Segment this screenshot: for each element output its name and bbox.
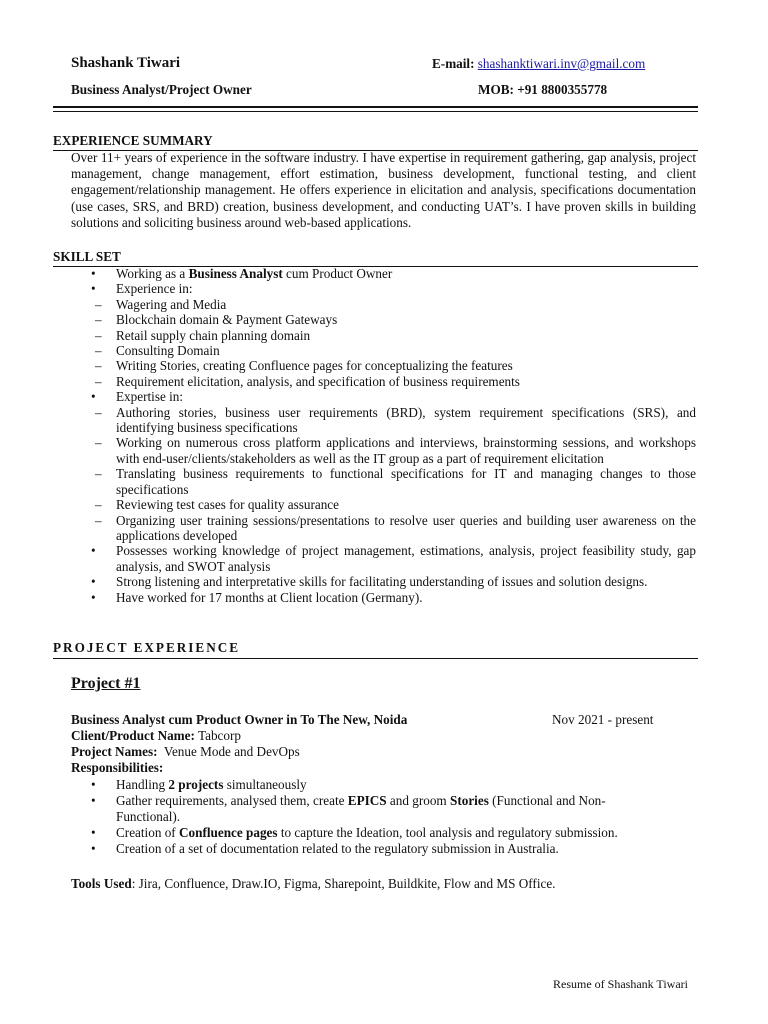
sub-list-item: – Translating business requirements to functional specifications for IT and managing changes to those specifications	[71, 466, 696, 497]
sub-list-wrapper	[71, 297, 696, 389]
page-footer: Resume of Shashank Tiwari	[553, 977, 688, 991]
emphasis-text: 2 projects	[168, 777, 224, 792]
section-divider	[53, 658, 698, 659]
project-date: Nov 2021 - present	[552, 712, 654, 727]
experience-summary-text: Over 11+ years of experience in the software industry. I have expertise in requirement gathering, gap analysis, project management, change management, effort estimation, business development, functional testing, and client engagement/relationship management. He offers experience in elicitation and analysis, specifications documentation (use cases, SRS, and BRD) creation, business development, and conducting UAT’s. I have proven skills in building solutions and soliciting business around web-based applications.	[71, 150, 696, 230]
text: (Functional and Non-Functional).	[116, 793, 606, 824]
skill-set-list	[71, 266, 696, 605]
client-name-line	[71, 728, 241, 744]
sub-list-item: – Retail supply chain planning domain	[71, 328, 696, 343]
text: Gather requirements, analysed them, create	[116, 793, 348, 808]
tools-value: : Jira, Confluence, Draw.IO, Figma, Sharepoint, Buildkite, Flow and MS Office.	[131, 876, 556, 891]
text: and groom	[386, 793, 450, 808]
list-item	[71, 825, 651, 841]
list-item	[71, 777, 651, 793]
responsibilities-label: Responsibilities:	[71, 760, 164, 775]
text: to capture the Ideation, tool analysis and regulatory submission.	[277, 825, 618, 840]
email-label: E-mail:	[432, 56, 475, 71]
experience-sub-list	[71, 297, 696, 389]
header-divider-thin	[53, 111, 698, 112]
text: Handling	[116, 777, 169, 792]
skill-set-heading: SKILL SET	[53, 249, 698, 267]
tools-label: Tools Used	[71, 876, 132, 891]
list-item: • Possesses working knowledge of project management, estimations, analysis, project feasibility study, gap analysis, and SWOT analysis	[71, 543, 696, 574]
list-item	[71, 281, 696, 296]
project-title: Project #1	[71, 675, 141, 692]
client-label: Client/Product Name:	[71, 728, 195, 743]
emphasis-text: Business Analyst	[188, 266, 283, 281]
text: cum Product Owner	[282, 266, 393, 281]
list-item: • Strong listening and interpretative skills for facilitating understanding of issues and solution designs.	[71, 574, 696, 589]
emphasis-text: EPICS	[347, 793, 387, 808]
sub-list-item: – Organizing user training sessions/presentations to resolve user queries and building user awareness on the applications developed	[71, 513, 696, 544]
email-link[interactable]: shashanktiwari.inv@gmail.com	[477, 56, 646, 71]
experience-summary-heading: EXPERIENCE SUMMARY	[53, 133, 698, 151]
project-experience-heading: PROJECT EXPERIENCE	[53, 640, 241, 655]
text: Creation of	[116, 825, 179, 840]
emphasis-text: Stories	[450, 793, 489, 808]
sub-list-item: – Requirement elicitation, analysis, and specification of business requirements	[71, 374, 696, 389]
sub-list-item: – Reviewing test cases for quality assurance	[71, 497, 696, 512]
mobile-number: MOB: +91 8800355778	[478, 82, 608, 97]
candidate-role: Business Analyst/Project Owner	[71, 82, 252, 97]
list-item: • Have worked for 17 months at Client location (Germany).	[71, 590, 696, 605]
project-names-label: Project Names:	[71, 744, 158, 759]
header-divider-thick	[53, 106, 698, 108]
text: Experience in:	[116, 281, 193, 297]
sub-list-item: – Authoring stories, business user requirements (BRD), system requirement specifications (SRS), and identifying business specifications	[71, 405, 696, 436]
list-item	[71, 793, 651, 825]
sub-list-item: – Working on numerous cross platform applications and interviews, brainstorming sessions, and workshops with end-user/clients/stakeholders as well as the IT group as a part of requirement elicitation	[71, 435, 696, 466]
sub-list-item: – Blockchain domain & Payment Gateways	[71, 312, 696, 327]
sub-list-item: – Wagering and Media	[71, 297, 696, 312]
list-item	[71, 389, 696, 404]
text: Expertise in:	[116, 389, 184, 405]
project-names-line	[71, 744, 300, 760]
sub-list-item: – Consulting Domain	[71, 343, 696, 358]
sub-list-item: – Writing Stories, creating Confluence pages for conceptualizing the features	[71, 358, 696, 373]
client-value: Tabcorp	[194, 728, 241, 743]
list-item	[71, 266, 696, 281]
tools-used-line	[71, 876, 555, 892]
project-names-value: Venue Mode and DevOps	[157, 744, 300, 759]
list-item: • Creation of a set of documentation related to the regulatory submission in Australia.	[71, 841, 651, 857]
responsibilities-list	[71, 777, 651, 857]
candidate-name: Shashank Tiwari	[71, 55, 181, 71]
expertise-sub-list	[71, 405, 696, 544]
email-line	[432, 56, 645, 72]
text: Working as a	[116, 266, 189, 281]
text: simultaneously	[223, 777, 307, 792]
sub-list-wrapper	[71, 405, 696, 544]
emphasis-text: Confluence pages	[179, 825, 278, 840]
project-role: Business Analyst cum Product Owner in To The New, Noida	[71, 712, 408, 727]
